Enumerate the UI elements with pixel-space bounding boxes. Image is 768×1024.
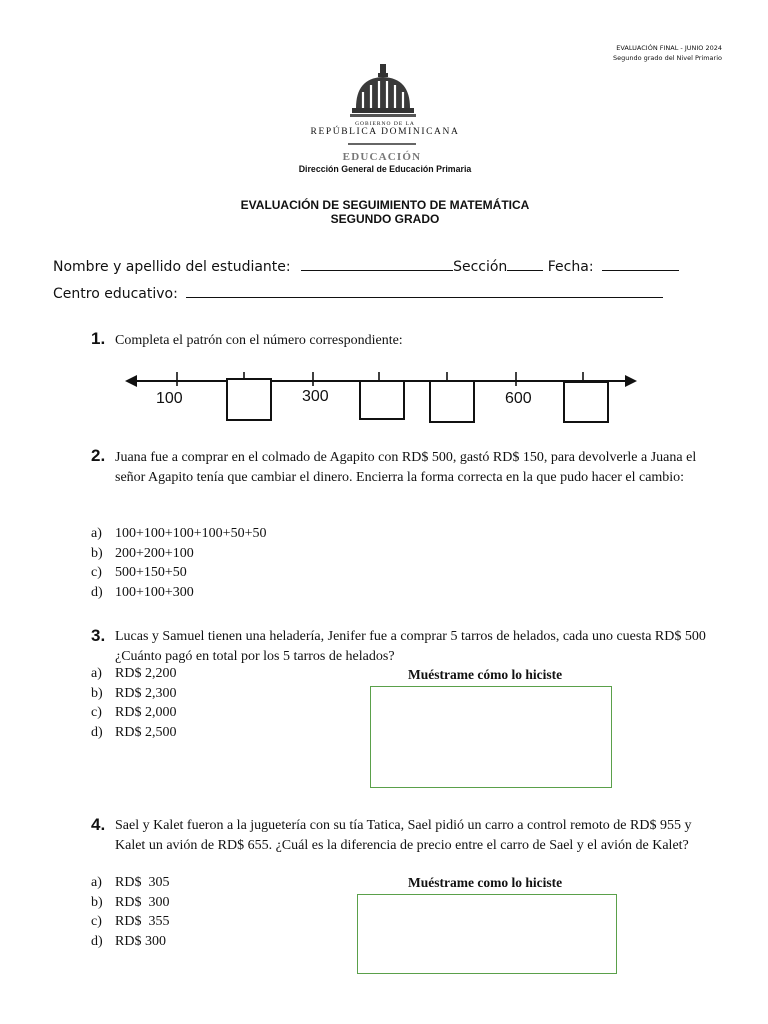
q3-option-b-label: b) [91, 685, 103, 701]
section-field[interactable] [507, 258, 543, 271]
q3-option-a-label: a) [91, 666, 102, 681]
q2-option-b[interactable] [91, 544, 266, 564]
q4-option-d-label: d) [91, 934, 103, 950]
q2-option-b-text: 200+200+100 [115, 545, 194, 561]
q2-text: Juana fue a comprar en el colmado de Agapito con RD$ 500, gastó RD$ 150, para devolverle a Juana el señor Agapito tenía que cambiar el dinero. Encierra la forma correcta en la que pudo hacer el cambio: [115, 450, 697, 485]
school-row [53, 285, 663, 302]
school-label: Centro educativo: [53, 286, 178, 302]
header-info [613, 43, 722, 63]
q3-option-c-label: c) [91, 705, 102, 721]
q4-option-a[interactable] [91, 873, 169, 893]
q2-options [91, 524, 266, 603]
q2-option-a-text: 100+100+100+100+50+50 [115, 526, 267, 541]
q2-option-d-label: d) [91, 585, 103, 601]
q4-option-a-label: a) [91, 875, 102, 890]
header-line-1: EVALUACIÓN FINAL - JUNIO 2024 [616, 44, 722, 52]
section-label: Sección [453, 259, 508, 275]
student-name-row [53, 258, 679, 275]
q3-option-b[interactable] [91, 684, 176, 704]
q2-number: 2. [91, 446, 106, 465]
q3-option-c-text: RD$ 2,000 [115, 705, 177, 721]
q4-number: 4. [91, 815, 106, 834]
page-subtitle: SEGUNDO GRADO [330, 212, 440, 226]
q1-answer-box-3[interactable] [429, 380, 475, 423]
q4-options [91, 873, 169, 952]
q2-option-a-label: a) [91, 526, 102, 541]
page-title: EVALUACIÓN DE SEGUIMIENTO DE MATEMÁTICA [240, 198, 530, 212]
logo-divider [348, 143, 416, 145]
q2-option-c-text: 500+150+50 [115, 565, 187, 581]
q4-option-d[interactable] [91, 932, 169, 952]
q4-option-b[interactable] [91, 893, 169, 913]
q3-work-area[interactable] [370, 686, 612, 788]
q1-number: 1. [91, 329, 106, 348]
q3-options [91, 664, 176, 743]
number-line-label-300: 300 [302, 388, 329, 405]
q1-answer-box-1[interactable] [226, 378, 272, 421]
q1-answer-box-4[interactable] [563, 381, 609, 423]
logo-direction: Dirección General de Educación Primaria [298, 164, 472, 174]
school-field[interactable] [186, 285, 663, 298]
date-field[interactable] [602, 258, 679, 271]
q4-option-b-label: b) [91, 894, 103, 910]
government-dome-logo-icon [348, 64, 418, 120]
q2-option-b-label: b) [91, 545, 103, 561]
q3-number: 3. [91, 626, 106, 645]
q2-option-c-label: c) [91, 565, 102, 581]
q2-option-c[interactable] [91, 563, 266, 583]
q3-option-a[interactable] [91, 664, 176, 684]
q3-option-c[interactable] [91, 703, 176, 723]
q4-text: Sael y Kalet fueron a la juguetería con su tía Tatica, Sael pidió un carro a control remoto de RD$ 955 y Kalet un avión de RD$ 655. ¿Cuál es la diferencia de precio entre el carro de Sael y el avión de Kalet? [115, 818, 692, 853]
q2-option-d-text: 100+100+300 [115, 585, 194, 601]
number-line-label-600: 600 [505, 390, 532, 407]
student-name-field[interactable] [301, 258, 453, 271]
q1-answer-box-2[interactable] [359, 380, 405, 420]
q3-option-d[interactable] [91, 723, 176, 743]
date-label: Fecha: [547, 259, 594, 275]
q4-option-c-text: RD$ 355 [115, 914, 170, 930]
q4-option-c[interactable] [91, 912, 169, 932]
q4-option-a-text: RD$ 305 [115, 875, 170, 890]
q3-text: Lucas y Samuel tienen una heladería, Jenifer fue a comprar 5 tarros de helados, cada uno cuesta RD$ 500 ¿Cuánto pagó en total por los 5 tarros de helados? [115, 629, 706, 664]
q3-option-d-text: RD$ 2,500 [115, 725, 177, 741]
q4-option-b-text: RD$ 300 [115, 894, 170, 910]
logo-caption-small: GOBIERNO DE LA [355, 121, 415, 127]
logo-ministry: EDUCACIÓN [342, 151, 422, 163]
q4-option-d-text: RD$ 300 [115, 934, 166, 950]
header-line-2: Segundo grado del Nivel Primario [612, 54, 722, 62]
q2-option-a[interactable] [91, 524, 266, 544]
number-line-label-100: 100 [156, 390, 183, 407]
student-name-label: Nombre y apellido del estudiante: [53, 259, 291, 275]
q3-option-a-text: RD$ 2,200 [115, 666, 177, 681]
q3-show-work-label: Muéstrame cómo lo hiciste [408, 667, 563, 682]
q4-option-c-label: c) [91, 914, 102, 930]
q3-option-b-text: RD$ 2,300 [115, 685, 177, 701]
q4-show-work-label: Muéstrame como lo hiciste [408, 875, 563, 890]
q2-option-d[interactable] [91, 583, 266, 603]
q3-option-d-label: d) [91, 725, 103, 741]
q1-text: Completa el patrón con el número correspondiente: [115, 333, 403, 348]
q4-work-area[interactable] [357, 894, 617, 974]
logo-caption-main: REPÚBLICA DOMINICANA [310, 127, 460, 137]
